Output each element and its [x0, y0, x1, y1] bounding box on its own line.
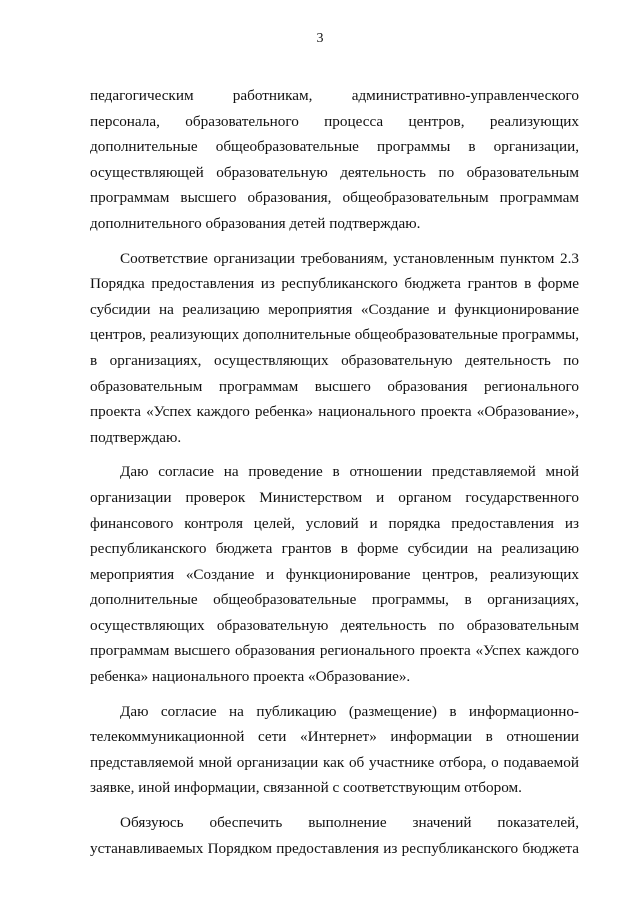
paragraph-continuation: педагогическим работникам, административно-управленческого персонала, образовательного процесса центров, реализующих дополнительные общеобразовательные программы в организации, осуществляющей образовательную деятельность по образовательным программам высшего образования, общеобразовательным программам дополнительного образования детей подтверждаю. [90, 87, 579, 232]
document-body [90, 83, 579, 861]
paragraph-compliance: Соответствие организации требованиям, установленным пунктом 2.3 Порядка предоставления из республиканского бюджета грантов в форме субсидии на реализацию мероприятия «Создание и функционирование центров, реализующих дополнительные общеобразовательные программы, в организациях, осуществляющих образовательную деятельность по образовательным программам высшего образования регионального проекта «Успех каждого ребенка» национального проекта «Образование», подтверждаю. [90, 249, 579, 446]
paragraph-consent-inspection: Даю согласие на проведение в отношении представляемой мной организации проверок Министерством и органом государственного финансового контроля целей, условий и порядка предоставления из республиканского бюджета грантов в форме субсидии на реализацию мероприятия «Создание и функционирование центров, реализующих дополнительные общеобразовательные программы, в организациях, осуществляющих образовательную деятельность по образовательным программам высшего образования регионального проекта «Успех каждого ребенка» национального проекта «Образование». [90, 463, 579, 686]
paragraph-obligation: Обязуюсь обеспечить выполнение значений показателей, устанавливаемых Порядком предоставления из республиканского бюджета [90, 814, 579, 857]
page-number: 3 [316, 31, 324, 46]
paragraph-consent-publication: Даю согласие на публикацию (размещение) в информационно-телекоммуникационной сети «Интернет» информации в отношении представляемой мной организации как об участнике отбора, о подаваемой заявке, иной информации, связанной с соответствующим отбором. [90, 702, 579, 797]
